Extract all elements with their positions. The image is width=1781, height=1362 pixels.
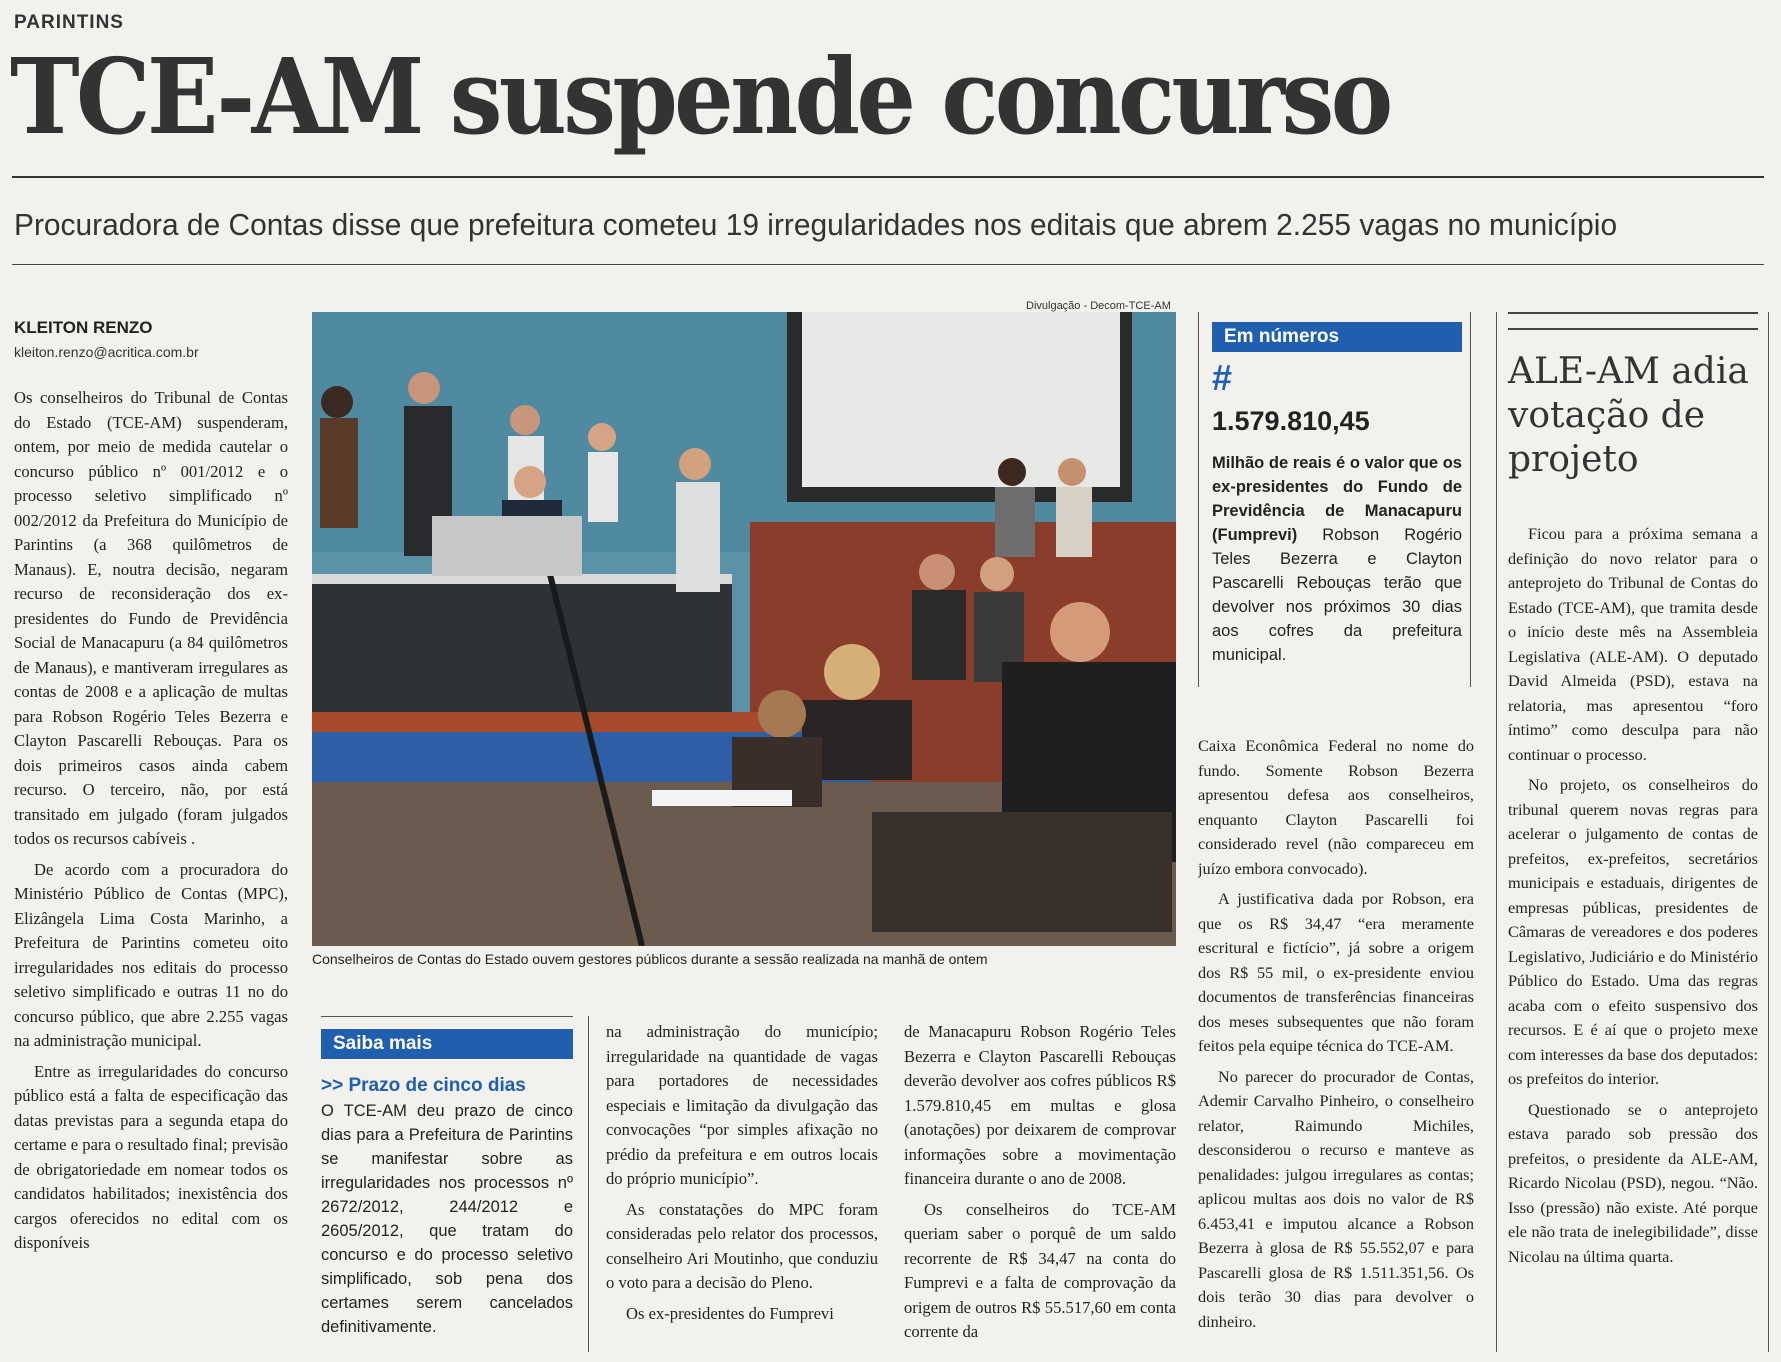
paragraph: As constatações do MPC foram consideradas pelo relator dos processos, conselheiro Ari Moutinho, que conduziu o voto para a decisão do Pleno. xyxy=(606,1199,878,1292)
highlight-number: 1.579.810,45 xyxy=(1212,406,1370,436)
paragraph: A justificativa dada por Robson, era que os R$ 34,47 “era meramente escritural e fictício”, já sobre a origem dos R$ 55 mil, o ex-presidente enviou documentos de transferências financeiras dos meses subsequentes que não foram feitos pela equipe técnica do TCE-AM. xyxy=(1198,889,1474,1055)
saiba-mais-text: O TCE-AM deu prazo de cinco dias para a Prefeitura de Parintins se manifestar sobre as irregularidades nos processos nº 2672/2012, 244/2012 e 2605/2012, que tratam do concurso e do processo seletivo simplificado, sob pena dos certames serem cancelados definitivamente. xyxy=(321,1102,573,1336)
em-numeros-bold: Milhão de reais é o valor que os ex-presidentes do Fundo de Previdência de Manacapuru (Fumprevi) xyxy=(1212,454,1462,544)
paragraph: na administração do município; irregularidade na quantidade de vagas para portadores de necessidades especiais e limitação da divulgação das convocações “por simples afixação no prédio da prefeitura e em outros locais do próprio município”. xyxy=(606,1022,878,1188)
hash-icon: # xyxy=(1212,357,1233,398)
divider xyxy=(12,176,1764,178)
paragraph: No projeto, os conselheiros do tribunal querem novas regras para acelerar o julgamento de contas de prefeitos, ex-prefeitos, secretários municipais e estaduais, dirigentes de empresas públicas, presidentes de Câmaras de vereadores e dos poderes Legislativo, Judiciário e do Ministério Público do Estado. Uma das regras acaba com o efeito suspensivo dos recursos. E é aí que o projeto mexe com interesses da base dos deputados: os prefeitos do interior. xyxy=(1508,775,1758,1088)
em-numeros-label: Em números xyxy=(1212,322,1462,352)
column-divider xyxy=(588,1016,589,1352)
photo-credit: Divulgação - Decom-TCE-AM xyxy=(1026,300,1171,312)
paragraph: Questionado se o anteprojeto estava parado sob pressão dos prefeitos, o presidente da ALE-AM, Ricardo Nicolau (PSD), negou. “Não. Isso (pressão) não existe. Até porque ele não trata de inelegibilidade”, disse Nicolau na última quarta. xyxy=(1508,1099,1758,1266)
column-divider xyxy=(1198,312,1199,687)
section-label: PARINTINS xyxy=(14,12,124,33)
article-column-5 xyxy=(1198,734,1474,1352)
sidebar-title: ALE-AM adia votação de projeto xyxy=(1508,351,1749,480)
column-divider xyxy=(1470,312,1471,687)
paragraph: de Manacapuru Robson Rogério Teles Bezerra e Clayton Pascarelli Rebouças deverão devolver aos cofres públicos R$ 1.579.810,45 em multas e glosa (anotações) por deixarem de comprovar informações sobre a movimentação financeira durante o ano de 2008. xyxy=(904,1022,1176,1188)
byline-author: KLEITON RENZO xyxy=(14,318,153,337)
article-column-4 xyxy=(904,1020,1176,1352)
em-numeros-rest: Robson Rogério Teles Bezerra e Clayton Pascarelli Rebouças terão que devolver nos próximos 30 dias aos cofres da prefeitura municipal. xyxy=(1212,526,1462,664)
headline: TCE-AM suspende concurso xyxy=(10,35,1390,158)
paragraph: Caixa Econômica Federal no nome do fundo. Somente Robson Bezerra apresentou defesa aos conselheiros, enquanto Clayton Pascarelli foi considerado revel (não compareceu em juízo embora convocado). xyxy=(1198,736,1474,878)
saiba-mais-label: Saiba mais xyxy=(321,1029,573,1059)
sidebar-text xyxy=(1508,522,1758,1352)
column-divider xyxy=(1768,312,1769,1352)
paragraph: Entre as irregularidades do concurso público está a falta de especificação das datas previstas para a segunda etapa do certame e para o resultado final; previsão de obrigatoriedade em nomear todos os candidatos habilitados; inexistência dos cargos oferecidos no edital com os disponíveis xyxy=(14,1061,288,1252)
byline-email: kleiton.renzo@acritica.com.br xyxy=(14,344,199,360)
em-numeros-text xyxy=(1212,451,1462,667)
saiba-mais-title: >> Prazo de cinco dias xyxy=(321,1075,526,1096)
sidebar-top-rule xyxy=(1508,312,1758,330)
session-illustration xyxy=(312,312,1176,946)
photo-caption: Conselheiros de Contas do Estado ouvem gestores públicos durante a sessão realizada na manhã de ontem xyxy=(312,951,988,967)
column-divider xyxy=(1496,312,1497,1352)
paragraph: No parecer do procurador de Contas, Ademir Carvalho Pinheiro, o conselheiro relator, Raimundo Michiles, desconsiderou o recurso e manteve as penalidades: julgou irregulares as contas; aplicou multas aos dois no valor de R$ 6.453,41 e imputou alcance a Robson Bezerra à glosa de R$ 55.552,07 e para Pascarelli glosa de R$ 1.511.351,56. Os dois terão 30 dias para devolver o dinheiro. xyxy=(1198,1066,1474,1331)
paragraph: Ficou para a próxima semana a definição do novo relator para o anteprojeto do Tribunal de Contas do Estado (TCE-AM), que tramita desde o início deste mês na Assembleia Legislativa (ALE-AM). O deputado David Almeida (PSD), estava na relatoria, mas apresentou “foro íntimo” como desculpa para não continuar o processo. xyxy=(1508,524,1758,764)
news-photo xyxy=(312,312,1176,946)
article-column-3 xyxy=(606,1020,878,1352)
article-column-1 xyxy=(14,386,288,1352)
paragraph: De acordo com a procuradora do Ministério Público de Contas (MPC), Elizângela Lima Costa Marinho, a Prefeitura de Parintins cometeu oito irregularidades nos editais do processo seletivo simplificado e outras 11 no do concurso público, que abre 2.255 vagas na administração municipal. xyxy=(14,859,288,1050)
em-numeros-box xyxy=(1212,312,1462,692)
saiba-mais-box xyxy=(321,1016,573,1353)
paragraph: Os conselheiros do Tribunal de Contas do Estado (TCE-AM) suspenderam, ontem, por meio de medida cautelar o concurso público nº 001/2012 e o processo seletivo simplificado nº 002/2012 da Prefeitura do Município de Parintins (a 368 quilômetros de Manaus). E, noutra decisão, negaram recurso de reconsideração dos ex-presidentes do Fundo de Previdência Social de Manacapuru (a 84 quilômetros de Manaus), e mantiveram irregulares as contas de 2008 e a aplicação de multas para Robson Rogério Teles Bezerra e Clayton Pascarelli Rebouças. Para os dois primeiros casos ainda cabem recurso. O terceiro, não, por está transitado em julgado (foram julgados todos os recursos cabíveis . xyxy=(14,388,288,848)
paragraph: Os conselheiros do TCE-AM queriam saber o porquê de um saldo recorrente de R$ 34,47 na conta do Fumprevi e a falta de comprovação da origem de outros R$ 55.517,60 em conta corrente da xyxy=(904,1199,1176,1341)
divider xyxy=(12,264,1764,265)
subheadline: Procuradora de Contas disse que prefeitura cometeu 19 irregularidades nos editais que abrem 2.255 vagas no município xyxy=(14,207,1618,242)
paragraph: Os ex-presidentes do Fumprevi xyxy=(626,1303,834,1323)
